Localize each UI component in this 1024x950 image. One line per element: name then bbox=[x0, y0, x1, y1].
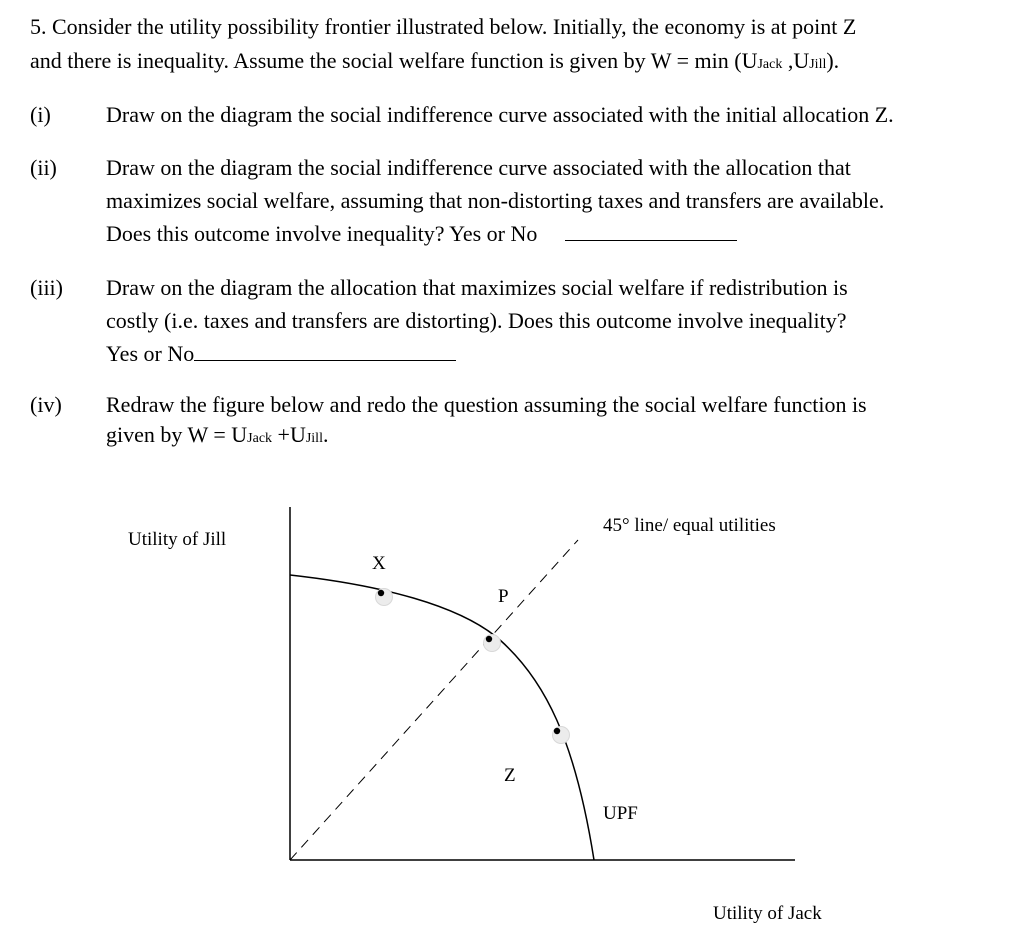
y-axis-label: Utility of Jill bbox=[128, 529, 227, 550]
part-text: Draw on the diagram the social indifference curve associated with the allocation that bbox=[106, 155, 851, 180]
period: . bbox=[322, 422, 329, 447]
plus-sign: +U bbox=[272, 422, 306, 447]
intro-close: ). bbox=[826, 48, 840, 73]
point-x-label: X bbox=[372, 553, 386, 574]
part-number: (iv) bbox=[30, 392, 62, 417]
point-z-marker bbox=[552, 726, 570, 744]
x-axis-label: Utility of Jack bbox=[713, 903, 822, 924]
point-p-label: P bbox=[498, 586, 509, 607]
part-number: (iii) bbox=[30, 275, 63, 300]
point-z-label: Z bbox=[504, 765, 516, 786]
part-text: Draw on the diagram the allocation that maximizes social welfare if redistribution is bbox=[106, 275, 848, 300]
part-text: Yes or No bbox=[106, 341, 195, 366]
intro-comma: ,U bbox=[782, 48, 810, 73]
question-number: 5. bbox=[30, 14, 47, 39]
subscript-jack: Jack bbox=[247, 431, 273, 446]
upf-curve bbox=[290, 575, 594, 860]
part-text: Draw on the diagram the social indifference curve associated with the initial allocation Z. bbox=[106, 102, 894, 127]
intro-text-2: and there is inequality. Assume the social welfare function is given by W = min (U bbox=[30, 48, 758, 73]
subscript-jill: Jill bbox=[809, 57, 827, 72]
part-text: Redraw the figure below and redo the question assuming the social welfare function is bbox=[106, 392, 867, 417]
upf-label: UPF bbox=[603, 803, 638, 824]
equal-line-label: 45° line/ equal utilities bbox=[603, 515, 776, 536]
part-text: Does this outcome involve inequality? Yes or No bbox=[106, 221, 538, 246]
part-text: given by W = U bbox=[106, 422, 248, 447]
part-number: (i) bbox=[30, 102, 51, 127]
subscript-jack: Jack bbox=[757, 57, 783, 72]
part-number: (ii) bbox=[30, 155, 57, 180]
point-p-marker bbox=[483, 634, 501, 652]
point-x-marker bbox=[375, 588, 393, 606]
subscript-jill: Jill bbox=[305, 431, 323, 446]
intro-text-1: Consider the utility possibility frontier illustrated below. Initially, the economy is at point Z bbox=[52, 14, 857, 39]
part-text: costly (i.e. taxes and transfers are distorting). Does this outcome involve inequality? bbox=[106, 308, 847, 333]
part-text: maximizes social welfare, assuming that non-distorting taxes and transfers are available. bbox=[106, 188, 885, 213]
equal-utilities-line bbox=[290, 540, 578, 860]
